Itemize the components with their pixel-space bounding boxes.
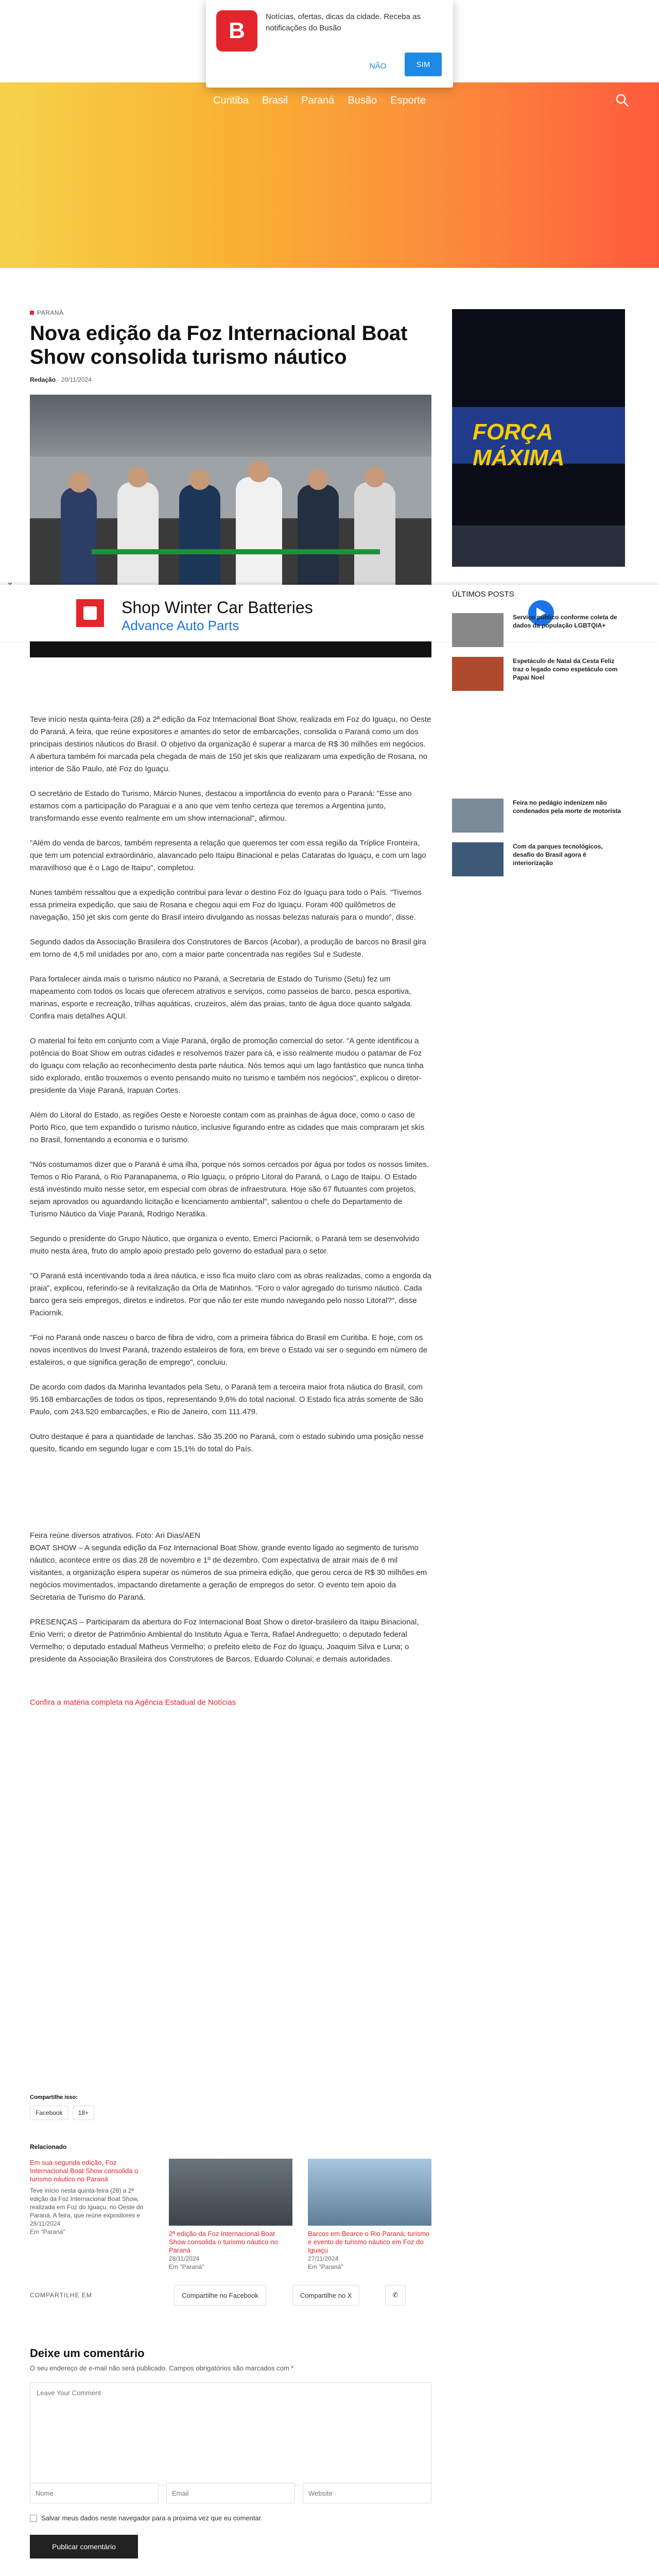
paragraph: Segundo dados da Associação Brasileira dos Construtores de Barcos (Acobar), a produção de barcos no Brasil gira em torno de 4,5 mil unidades por ano, com a maior parte concentrada nas regiões Sul e Sudeste.	[30, 938, 426, 959]
notification-prompt	[206, 0, 453, 88]
share-x-button[interactable]: 18+	[73, 2106, 94, 2120]
post-title[interactable]: Serviço público conforme coleta de dados da população LGBTQIA+	[513, 614, 617, 629]
whatsapp-icon[interactable]: ✆	[385, 2285, 406, 2306]
sidebar-promo-banner[interactable]	[452, 309, 625, 567]
comment-note: O seu endereço de e-mail não será publicado. Campos obrigatórios são marcados com *	[30, 2364, 294, 2372]
related-posts	[30, 2143, 431, 2270]
source-link[interactable]: Confira a matéria completa na Agência Estadual de Notícias	[30, 1698, 236, 1707]
related-heading: Relacionado	[30, 2143, 67, 2150]
nav-item-busao[interactable]: Busão	[348, 94, 377, 106]
related-title[interactable]: Barcos em Bearce o Rio Paraná; turismo e evento de turismo náutico em Foz do Iguaçu	[308, 2230, 430, 2254]
article-body	[30, 714, 431, 1721]
post-thumbnail[interactable]	[452, 613, 504, 647]
main-nav	[0, 82, 659, 118]
ad-subtitle: Advance Auto Parts	[122, 618, 239, 633]
paragraph: Para fortalecer ainda mais o turismo náutico no Paraná, a Secretaria de Estado do Turismo (Setu) fez um mapeamento com todos os locais que oferecem atrativos e serviços, como passeios de barco, pesca esportiva, marinas, esporte e recreação, trilhas aquáticas, cruzeiros, além das praias, tanto de água doce quanto salgada. Confira mais detalhes AQUI.	[30, 975, 412, 1021]
article-meta: Redação · 20/11/2024	[30, 376, 92, 383]
related-title[interactable]: Em sua segunda edição, Foz Internacional Boat Show consolida o turismo náutico no Paraná	[30, 2159, 138, 2183]
share-bar-facebook-button[interactable]: Compartilhe no Facebook	[174, 2285, 266, 2306]
related-item[interactable]	[30, 2159, 153, 2236]
latest-post[interactable]	[452, 799, 625, 835]
post-title[interactable]: Espetáculo de Natal da Cesta Feliz traz o legado como espetáculo com Papai Noel	[513, 657, 618, 681]
nav-item-curitiba[interactable]: Curitiba	[213, 94, 249, 106]
paragraph: Teve início nesta quinta-feira (28) a 2ª edição da Foz Internacional Boat Show, realizada em Foz do Iguaçu, no Oeste do Paraná. A feira, que reúne expositores e amantes do setor de embarcações, consolida o Paraná como um dos principais destinos náuticos do Brasil. O objetivo da organização é superar a marca de R$ 30 milhões em negócios. A abertura também foi marcada pela chegada de mais de 150 jet skis que realizaram uma expedição de Rosana, no interior de São Paulo, até Foz do Iguaçu.	[30, 715, 431, 773]
paragraph: "Foi no Paraná onde nasceu o barco de fibra de vidro, com a primeira fábrica do Brasil em Curitiba. E hoje, com os novos incentivos do Invest Paraná, trazendo estaleiros de fora, em breve o Estado vai ser o segundo em número de estaleiros, o que significa geração de emprego", concluiu.	[30, 1333, 428, 1367]
related-thumbnail[interactable]	[169, 2159, 292, 2226]
related-item[interactable]	[308, 2159, 431, 2271]
notification-deny-button[interactable]: NÃO	[369, 61, 387, 71]
category-label[interactable]	[30, 309, 431, 316]
ad-collapse-icon[interactable]: ⌄	[6, 577, 14, 587]
comment-form	[30, 2347, 431, 2551]
comment-heading: Deixe um comentário	[30, 2347, 145, 2360]
share-facebook-button[interactable]: Facebook	[30, 2106, 68, 2120]
related-date: 27/11/2024	[308, 2255, 339, 2262]
nav-item-parana[interactable]: Paraná	[301, 94, 335, 106]
post-thumbnail[interactable]	[452, 657, 504, 691]
related-item[interactable]	[169, 2159, 292, 2271]
related-category: Em "Paraná"	[30, 2228, 65, 2235]
promo-text: FORÇA MÁXIMA	[473, 419, 565, 470]
spacer	[30, 1468, 431, 1517]
paragraph: De acordo com dados da Marinha levantados pela Setu, o Paraná tem a terceira maior frota náutica do Brasil, com 95.168 embarcações de todos os tipos, representando 9,6% do total nacional. O Estado fica atrás somente de São Paulo, com 243.520 embarcações, e Rio de Janeiro, com 111.479.	[30, 1383, 423, 1416]
related-title[interactable]: 2ª edição da Foz Internacional Boat Show consolida o turismo náutico no Paraná	[169, 2230, 278, 2254]
notification-allow-button[interactable]: SIM	[405, 53, 442, 76]
post-title[interactable]: Com da parques tecnológicos, desafio do Brasil agora é interiorização	[513, 843, 603, 867]
nav-item-brasil[interactable]: Brasil	[262, 94, 288, 106]
post-title[interactable]: Feira no pedágio indenizem não condenados pela morte de motorista	[513, 799, 621, 815]
photo-caption: Feira reúne diversos atrativos. Foto: Ari Dias/AEN	[30, 1531, 200, 1540]
paragraph: BOAT SHOW – A segunda edição da Foz Internacional Boat Show, grande evento ligado ao segmento de turismo náutico, acontece entre os dias 28 de novembro e 1º de dezembro. Com expectativa de atrair mais de 6 mil visitantes, a organização espera superar os números de sua primeira edição, que gerou cerca de R$ 30 milhões em negócios movimentados, impactando diretamente a geração de empregos do setor. O evento tem apoio da Secretaria de Turismo do Paraná.	[30, 1544, 427, 1602]
checkbox-icon[interactable]	[30, 2515, 37, 2522]
related-date: 28/11/2024	[30, 2220, 61, 2227]
paragraph: "O Paraná está incentivando toda a área náutica, e isso fica muito claro com as obras realizadas, como a engorda da praia", explicou, referindo-se à revitalização da Orla de Matinhos. "Foro o valor agregado do turismo náutico. Cada barco gera seis empregos, diretos e indiretos. Por que não ter este mundo navegando pelo nosso Litoral?", disse Paciornik.	[30, 1272, 431, 1317]
paragraph: Outro destaque é para a quantidade de lanchas. São 35.200 no Paraná, com o estado subindo uma posição nesse quesito, ficando em segundo lugar e com 15,1% do total do País.	[30, 1432, 424, 1453]
save-info-label: Salvar meus dados neste navegador para a próxima vez que eu comentar.	[41, 2514, 263, 2522]
paragraph: PRESENÇAS – Participaram da abertura do Foz Internacional Boat Show o diretor-brasileiro da Itaipu Binacional, Enio Verri; o diretor de Patrimônio Ambiental do Instituto Água e Terra, Rafael Andreguetto; o deputado federal Vermelho; o deputado estadual Matheus Vermelho; o prefeito eleito de Foz do Iguaçu, Joaquim Silva e Luna; o presidente da Associação Brasileira dos Construtores de Barcos, Eduardo Colunai; e demais autoridades.	[30, 1618, 419, 1664]
share-label: Compartilhe isso:	[30, 2094, 78, 2100]
sidebar	[452, 309, 625, 867]
post-thumbnail[interactable]	[452, 842, 504, 876]
paragraph: "Nós costumamos dizer que o Paraná é uma ilha, porque nós somos cercados por água por todos os nossos limites. Temos o Rio Paraná, o Rio Paranapanema, o Rio Iguaçu, o próprio Litoral do Paraná, o Lago de Itaipu. O Estado está investindo muito nesse setor, em especial com obras de infraestrutura. Hoje são 67 flutuantes com projetos, sejam aprovados ou aguardando licitação e licenciamento ambiental", salientou o chefe do Departamento de Turismo Náutico da Viaje Paraná, Rodrigo Neratika.	[30, 1160, 429, 1218]
share-bar-label: COMPARTILHE EM	[30, 2292, 92, 2299]
ad-title: Shop Winter Car Batteries	[122, 598, 313, 617]
paragraph: Além do Litoral do Estado, as regiões Oeste e Noroeste contam com as prainhas de água doce, como o caso de Porto Rico, que tem expandido o turismo náutico, inclusive figurando entre as cidades que mais compraram jet skis no Brasil, fomentando a economia e o turismo.	[30, 1111, 425, 1144]
category-dot-icon	[30, 311, 34, 315]
paragraph: O material foi feito em conjunto com a Viaje Paraná, órgão de promoção comercial do setor. "A gente identificou a potência do Boat Show em outras cidades e resolvemos trazer para cá, e isso realmente mudou o patamar de Foz do Iguaçu com relação ao reconhecimento desta parte náutica. Nós temos aqui um lago fantástico que nunca tinha sido explorado, então trouxemos o evento pensando muito no turismo e também nos negócios", explicou o diretor-presidente da Viaje Paraná, Irapuan Cortes.	[30, 1037, 424, 1095]
article-title: Nova edição da Foz Internacional Boat Show consolida turismo náutico	[30, 322, 408, 368]
save-info-checkbox[interactable]	[30, 2514, 263, 2522]
busao-logo-icon: B	[216, 10, 257, 52]
latest-posts-heading: ÚLTIMOS POSTS	[452, 590, 514, 599]
email-field[interactable]	[166, 2483, 295, 2503]
paragraph: "Além do venda de barcos, também representa a relação que queremos ter com essa região da Tríplice Fronteira, que tem um potencial extraordinário, alavancado pelo Itaipu Binacional e pelas Cataratas do Iguaçu, e com um lago maravilhoso que é o Lago de Itaipu", completou.	[30, 839, 426, 872]
paragraph: Segundo o presidente do Grupo Náutico, que organiza o evento, Emerci Paciornik, o Paraná tem se desenvolvido muito nesta área, fruto do amplo apoio prestado pelo governo do estadual para o setor.	[30, 1234, 420, 1256]
comment-textarea[interactable]	[30, 2382, 431, 2485]
name-field[interactable]	[30, 2483, 159, 2503]
related-date: 28/11/2024	[169, 2255, 200, 2262]
post-thumbnail[interactable]	[452, 799, 504, 833]
share-bar-x-button[interactable]: Compartilhe no X	[292, 2285, 359, 2306]
nav-item-esporte[interactable]: Esporte	[390, 94, 426, 106]
website-field[interactable]	[303, 2483, 431, 2503]
advance-auto-parts-logo-icon	[76, 599, 104, 627]
latest-post[interactable]	[452, 842, 625, 878]
paragraph: O secretário de Estado do Turismo, Márcio Nunes, destacou a importância do evento para o Paraná: "Esse ano estamos com a participação do Paraguai e a ano que vem tenho certeza que teremos a Argentina junto, transformando esse evento realmente em um show internacional", afirmou.	[30, 789, 412, 823]
latest-post[interactable]	[452, 657, 625, 693]
paragraph: Nunes também ressaltou que a expedição contribui para levar o destino Foz do Iguaçu para todo o País. "Tivemos essa primeira expedição, que saiu de Rosana e chegou aqui em Foz do Iguaçu. Foram 400 quilômetros de navegação, 150 jet skis com gente do Brasil inteiro divulgando as nossas belezas naturais para o mundo", disse.	[30, 888, 422, 922]
related-category: Em "Paraná"	[169, 2263, 204, 2270]
related-thumbnail[interactable]	[308, 2159, 431, 2226]
share-bar	[30, 2282, 431, 2308]
author-name[interactable]: Redação	[30, 376, 56, 383]
related-category: Em "Paraná"	[308, 2263, 343, 2270]
publish-date: 20/11/2024	[61, 376, 92, 383]
related-excerpt: Teve início nesta quinta-feira (28) a 2ª edição da Foz Internacional Boat Show, realizada em Foz do Iguaçu, no Oeste do Paraná. A feira, que reúne expositores e	[30, 2187, 144, 2219]
notification-text: Notícias, ofertas, dicas da cidade. Receba as notificações do Busão	[266, 12, 421, 32]
search-icon[interactable]	[615, 93, 630, 108]
submit-comment-button[interactable]: Publicar comentário	[30, 2535, 138, 2558]
share-section	[30, 2094, 431, 2120]
latest-post[interactable]	[452, 613, 625, 649]
category-text: PARANÁ	[37, 309, 64, 316]
